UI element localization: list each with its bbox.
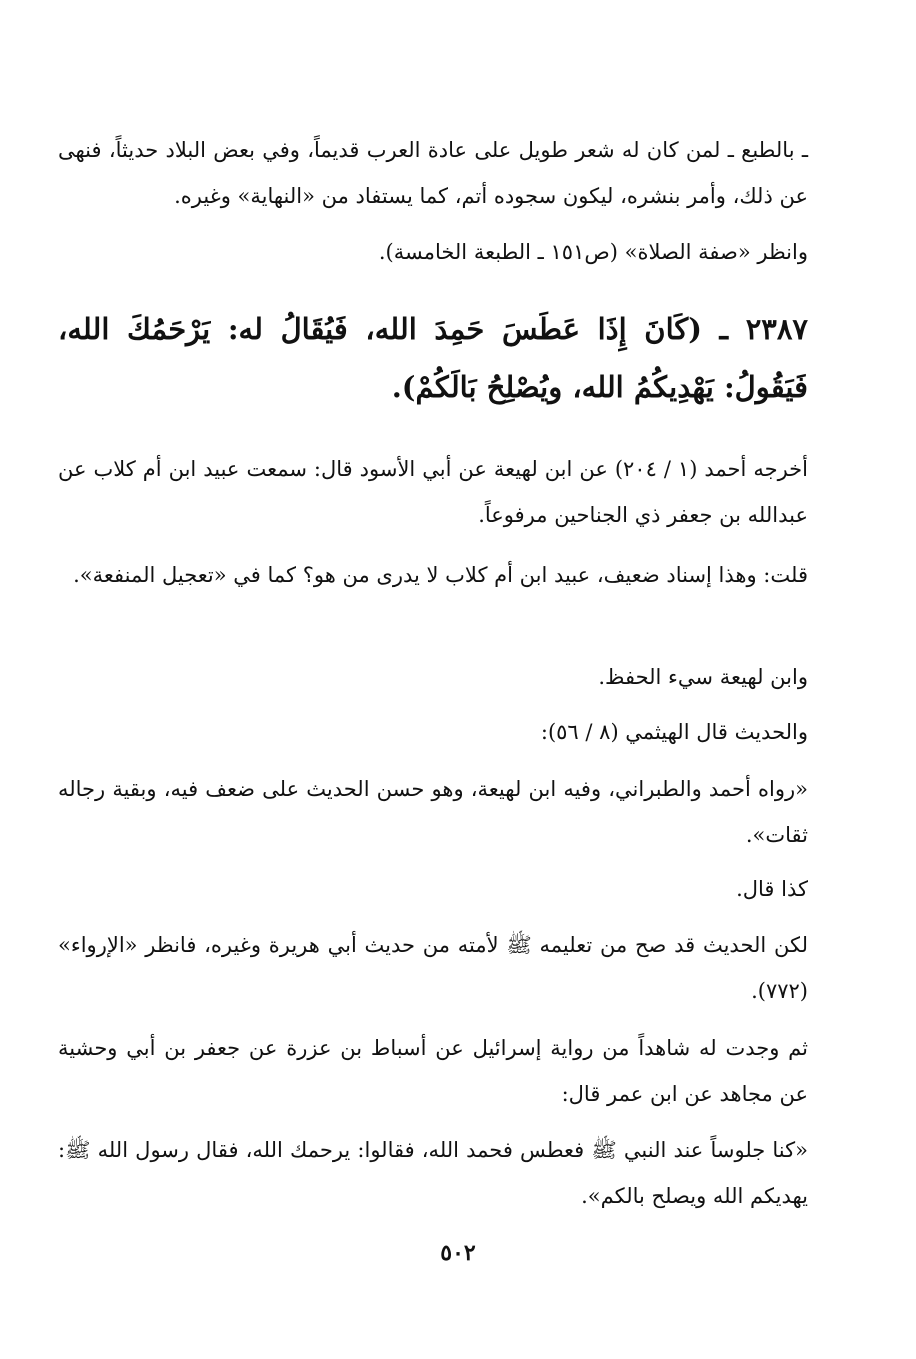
takhrij-block bbox=[58, 446, 808, 538]
takhrij-paragraph: أخرجه أحمد (١ / ٢٠٤) عن ابن لهيعة عن أبي الأسود قال: سمعت عبيد ابن أم كلاب عن عبدالله بن جعفر ذي الجناحين مرفوعاً. bbox=[58, 457, 808, 527]
haythami-quote-block bbox=[58, 766, 808, 858]
haythami-quote: «رواه أحمد والطبراني، وفيه ابن لهيعة، وهو حسن الحديث على ضعف فيه، وبقية رجاله ثقات». bbox=[58, 777, 808, 847]
ibn-umar-block bbox=[58, 1127, 808, 1219]
ibn-lahia-note: وابن لهيعة سيء الحفظ. bbox=[598, 665, 808, 689]
page-number: ٥٠٢ bbox=[440, 1240, 476, 1266]
hadith-heading: ٢٣٨٧ ـ (كَانَ إِذَا عَطَسَ حَمِدَ الله، فَيُقَالُ له: يَرْحَمُكَ الله، فَيَقُولُ: يَهْدِيكُمُ الله، ويُصْلِحُ بَالَكُمْ). bbox=[58, 312, 808, 404]
kadha-qal: كذا قال. bbox=[736, 877, 808, 901]
hadith-block bbox=[58, 300, 808, 416]
see-also-block bbox=[58, 229, 808, 275]
haythami-intro-block bbox=[58, 709, 808, 755]
weak-isnad-comment: قلت: وهذا إسناد ضعيف، عبيد ابن أم كلاب لا يدرى من هو؟ كما في «تعجيل المنفعة». bbox=[73, 563, 808, 587]
kadha-block bbox=[58, 866, 808, 912]
haythami-intro: والحديث قال الهيثمي (٨ / ٥٦): bbox=[540, 720, 808, 744]
shahid-paragraph: ثم وجدت له شاهداً من رواية إسرائيل عن أسباط بن عزرة عن جعفر بن أبي وحشية عن مجاهد عن ابن عمر قال: bbox=[58, 1036, 808, 1106]
intro-block bbox=[58, 127, 808, 219]
intro-paragraph: ـ بالطبع ـ لمن كان له شعر طويل على عادة العرب قديماً، وفي بعض البلاد حديثاً، فنهى عن ذلك، وأمر بنشره، ليكون سجوده أتم، كما يستفاد من «النهاية» وغيره. bbox=[58, 138, 808, 208]
see-also-reference: وانظر «صفة الصلاة» (ص١٥١ ـ الطبعة الخامسة). bbox=[378, 240, 808, 264]
shahid-block bbox=[58, 1025, 808, 1117]
sahih-paragraph: لكن الحديث قد صح من تعليمه ﷺ لأمته من حديث أبي هريرة وغيره، فانظر «الإرواء» (٧٧٢). bbox=[58, 933, 808, 1003]
ibn-lahia-block bbox=[58, 654, 808, 700]
ibn-umar-quote: «كنا جلوساً عند النبي ﷺ فعطس فحمد الله، فقالوا: يرحمك الله، فقال رسول الله ﷺ: يهديكم الله ويصلح بالكم». bbox=[58, 1138, 808, 1208]
sahih-block bbox=[58, 922, 808, 1014]
comment-block bbox=[58, 552, 808, 598]
